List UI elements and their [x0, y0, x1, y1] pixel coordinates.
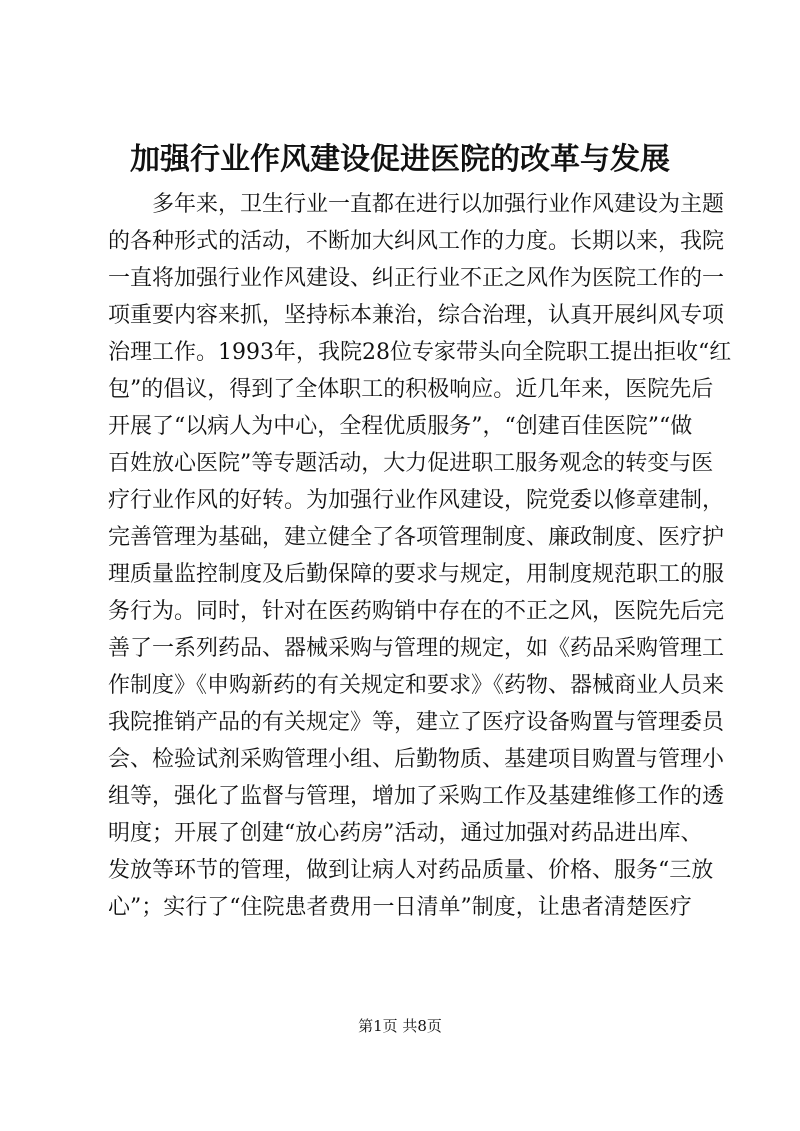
body-line: 善了一系列药品、器械采购与管理的规定，如《药品采购管理工	[108, 636, 725, 661]
body-line: 百姓放心医院”等专题活动，大力促进职工服务观念的转变与医	[108, 451, 714, 476]
body-line: 的各种形式的活动，不断加大纠风工作的力度。长期以来，我院	[108, 229, 725, 254]
body-line: 作制度》《申购新药的有关规定和要求》《药物、器械商业人员来	[108, 673, 725, 698]
body-line: 发放等环节的管理，做到让病人对药品质量、价格、服务“三放	[108, 858, 714, 883]
body-line: 疗行业作风的好转。为加强行业作风建设，院党委以修章建制，	[108, 488, 725, 513]
body-line: 理质量监控制度及后勤保障的要求与规定，用制度规范职工的服	[108, 562, 725, 587]
body-line: 多年来，卫生行业一直都在进行以加强行业作风建设为主题	[108, 192, 725, 217]
body-line: 心”；实行了“住院患者费用一日清单”制度，让患者清楚医疗	[108, 895, 692, 920]
document-body	[108, 186, 732, 926]
body-line: 完善管理为基础，建立健全了各项管理制度、廉政制度、医疗护	[108, 525, 725, 550]
body-line: 开展了“以病人为中心，全程优质服务”，“创建百佳医院”“做	[108, 414, 693, 439]
document-title: 加强行业作风建设促进医院的改革与发展	[130, 142, 670, 177]
body-line: 包”的倡议，得到了全体职工的积极响应。近几年来，医院先后	[108, 377, 714, 402]
body-line: 项重要内容来抓，坚持标本兼治，综合治理，认真开展纠风专项	[108, 303, 725, 328]
body-line: 明度；开展了创建“放心药房”活动，通过加强对药品进出库、	[108, 821, 703, 846]
page-number-footer: 第1页 共8页	[358, 1017, 442, 1035]
body-line: 组等，强化了监督与管理，增加了采购工作及基建维修工作的透	[108, 784, 725, 809]
body-line: 我院推销产品的有关规定》等，建立了医疗设备购置与管理委员	[108, 710, 725, 735]
body-line: 一直将加强行业作风建设、纠正行业不正之风作为医院工作的一	[108, 266, 725, 291]
body-line: 务行为。同时，针对在医药购销中存在的不正之风，医院先后完	[108, 599, 725, 624]
body-line: 治理工作。1993年，我院28位专家带头向全院职工提出拒收“红	[108, 340, 732, 365]
body-line: 会、检验试剂采购管理小组、后勤物质、基建项目购置与管理小	[108, 747, 725, 772]
